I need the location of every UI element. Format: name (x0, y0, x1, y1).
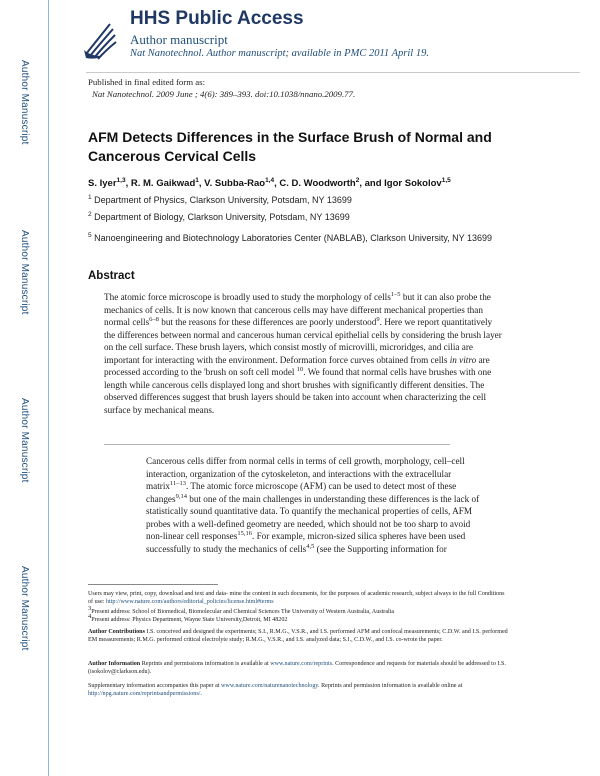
affiliation: $^2$ Department of Biology, Clarkson University, Potsdam, NY 13699 (88, 211, 350, 222)
body-paragraph: Cancerous cells differ from normal cells in terms of cell growth, morphology, cell–cell interaction, organization of the cytoskeleton, and interactions with the extracellular matrix$^{11-13}$. The atomic force microscope (AFM) can be used to detect most of these changes$^{9,14}$ but one of the main challenges in understanding these differences is the lack of statistically sound quantitative data. To quantify the mechanical properties of cells, AFM probes with a well-defined geometry are needed, which should not be too sharp to avoid non-linear cell responses$^{15,16}$. For example, micron-sized silica spheres have been used successfully to study the mechanics of cells$^{4,5}$ (see the Supporting information for (146, 456, 480, 554)
affiliation: $^5$ Nanoengineering and Biotechnology Laboratories Center (NABLAB), Clarkson University, NY 13699 (88, 232, 493, 243)
author-manuscript-label: Author manuscript (130, 32, 228, 47)
published-in-label: Published in final edited form as: (88, 77, 206, 87)
permissions-link[interactable]: http://npg.nature.com/reprintsandpermissions/ (88, 691, 201, 698)
author: S. Iyer (88, 178, 117, 189)
hhs-eagle-logo-icon (80, 16, 120, 62)
author: Igor Sokolov (384, 178, 442, 189)
article-title: AFM Detects Differences in the Surface Brush of Normal and Cancerous Cervical Cells (88, 129, 492, 164)
side-label-author-manuscript: Author Manuscript (19, 230, 30, 315)
footnote-rule (88, 584, 218, 585)
author-list: S. Iyer$^{1,3}$, R. M. Gaikwad$^1$, V. Subba-Rao$^{1,4}$, C. D. Woodworth$^2$, and Igor Sokolov$^{1,5}$ (88, 176, 451, 189)
section-rule (104, 444, 450, 445)
address-footnote: $^3$Present address: School of Biomedical, Biomolecular and Chemical Sciences The University of Western Australia, Australia $^4$Present address: Physics Department, Wayne State University,Detroit, MI 48202 (88, 604, 395, 624)
side-margin (0, 0, 60, 776)
author: V. Subba-Rao (204, 178, 266, 189)
side-label-author-manuscript: Author Manuscript (19, 398, 30, 483)
citation: Nat Nanotechnol. 2009 June ; 4(6): 389–393. doi:10.1038/nnano.2009.77. (92, 89, 356, 99)
supplementary-footnote: Supplementary information accompanies this paper at www.nature.com/naturenanotechnology. Reprints and permission information is available online at http://npg.nature.com/reprintsandpermissions/. (88, 683, 463, 698)
affiliation: $^1$ Department of Physics, Clarkson University, Potsdam, NY 13699 (88, 194, 352, 205)
author-contributions-footnote: Author Contributions I.S. conceived and designed the experiments; S.I., R.M.G., V.S.R., and I.S. performed AFM and confocal measurements; C.D.W. and I.S. performed EM measurements; R.M.G. performed critical electrolyte study; R.M.G., V.S.R., and I.S. analyzed data; S.I., C.D.W., and I.S. co-wrote the paper. (88, 629, 508, 644)
author-information-footnote: Author Information Reprints and permissions information is available at www.nature.com/reprints. Correspondence and requests for materials should be addressed to I.S. (isokolov@clarkson.edu). (88, 661, 506, 676)
abstract-heading: Abstract (88, 270, 135, 282)
side-divider (48, 0, 49, 776)
hhs-header (86, 6, 580, 70)
side-label-author-manuscript: Author Manuscript (19, 566, 30, 651)
abstract-text: The atomic force microscope is broadly used to study the morphology of cells$^{1-5}$ but it can also probe the mechanics of cells. It is now known that cancerous cells may have different mechanical properties than normal cells$^{6-8}$ but the reasons for these differences are poorly understood$^9$. Here we report quantitatively the differences between normal and cancerous human cervical epithelial cells by considering the brush layer on the cell surface. These brush layers, which consist mostly of microvilli, microridges, and cilia are important for interacting with the environment. Deformation force curves obtained from cells in vitro are processed according to the 'brush on soft cell model $^{10}$. We found that normal cells have brushes with one length while cancerous cells displayed long and short brushes with significantly different densities. The observed differences suggest that brush layers should be taken into account when characterizing the cell surface by mechanical means. (104, 290, 502, 415)
hhs-title: HHS Public Access (130, 8, 304, 29)
publication-info (88, 76, 355, 100)
terms-of-use-footnote: Users may view, print, copy, download and text and data- mine the content in such documents, for the purposes of academic research, subject always to the full Conditions of use: http://www.nature.com/authors/editorial_policies/license.html#terms (88, 591, 505, 606)
author: R. M. Gaikwad (130, 178, 196, 189)
header-rule (86, 72, 580, 73)
author: C. D. Woodworth (279, 178, 356, 189)
terms-link[interactable]: http://www.nature.com/authors/editorial_policies/license.html#terms (105, 599, 274, 606)
reprints-link[interactable]: www.nature.com/reprints (270, 661, 333, 667)
side-label-author-manuscript: Author Manuscript (19, 60, 30, 145)
supplementary-link[interactable]: www.nature.com/naturenanotechnology (221, 683, 319, 689)
journal-availability: Nat Nanotechnol. Author manuscript; available in PMC 2011 April 19. (130, 48, 429, 59)
